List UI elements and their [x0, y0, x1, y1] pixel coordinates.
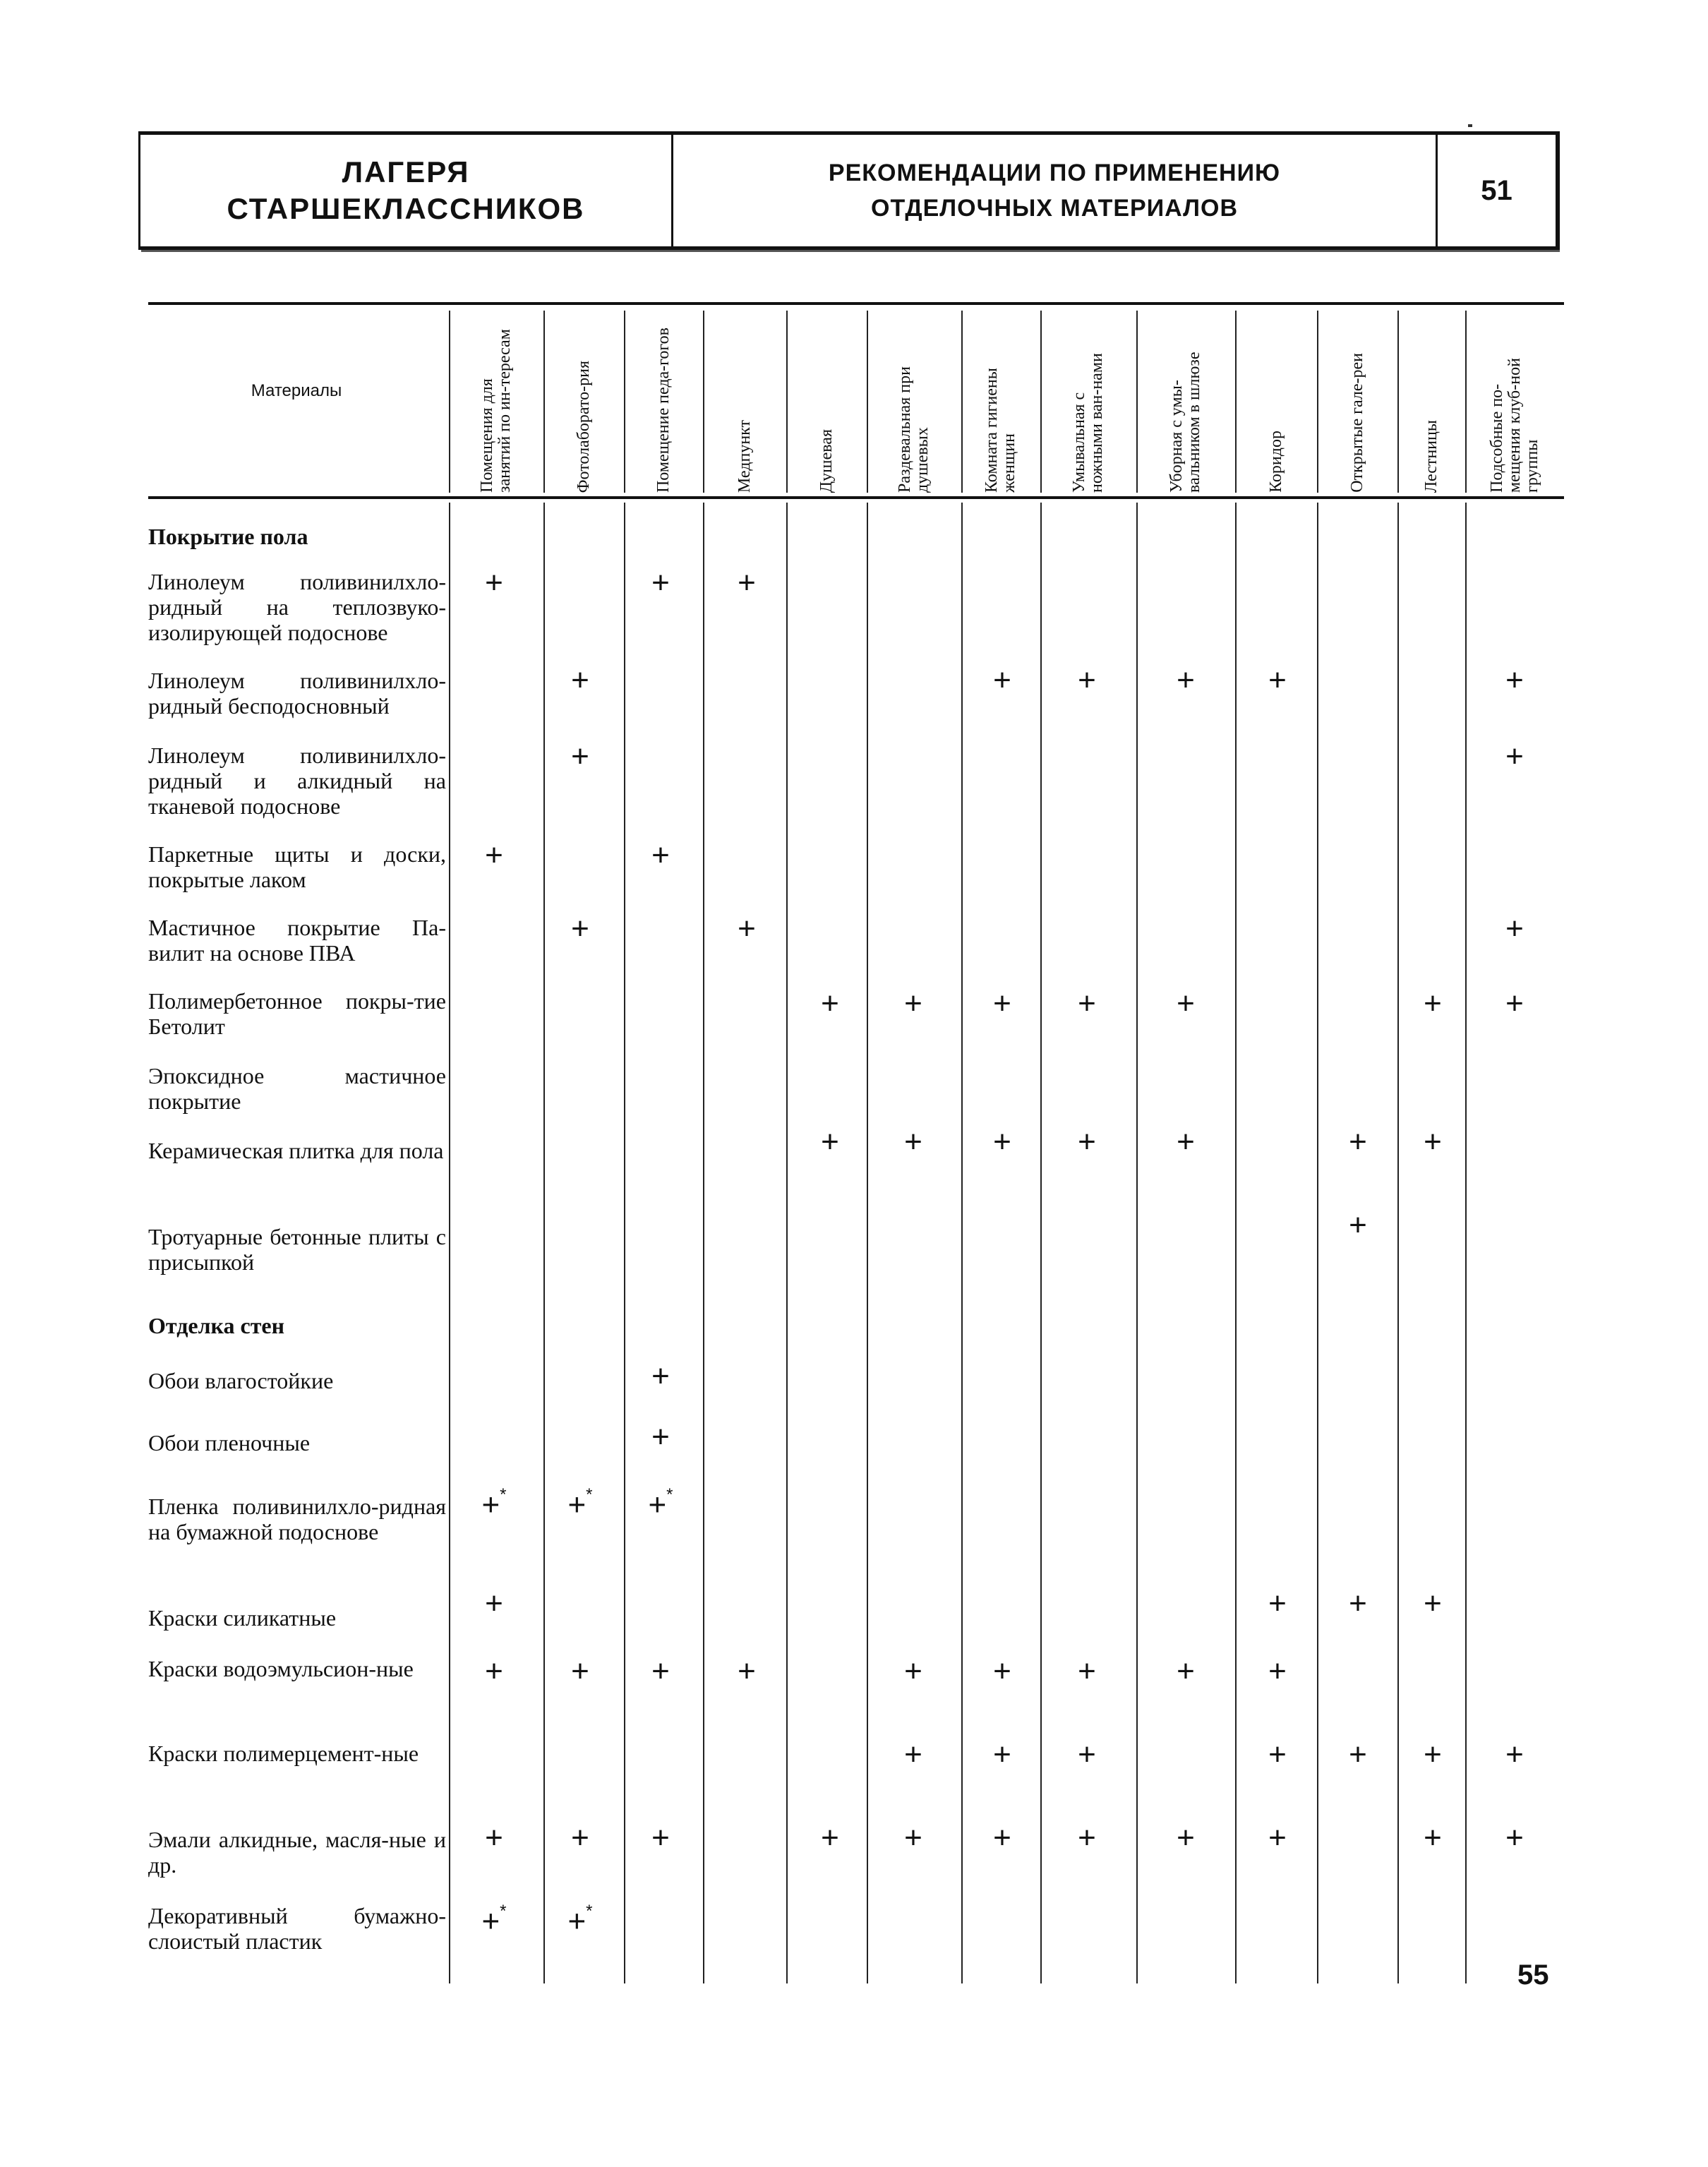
recommendation-mark: + [1078, 1737, 1096, 1772]
recommendation-mark: + [1505, 1737, 1524, 1772]
material-label: Пленка поливинилхло-ридная на бумажной подоснове [148, 1494, 446, 1544]
recommendation-mark: + [993, 1737, 1011, 1772]
column-header [449, 311, 543, 493]
column-header [1040, 311, 1136, 493]
recommendation-mark: + [651, 1820, 670, 1855]
recommendation-mark: + [1177, 1124, 1195, 1159]
recommendation-mark: +* [481, 1902, 507, 1939]
recommendation-mark: + [1424, 1124, 1442, 1159]
material-label: Эпоксидное мастичное покрытие [148, 1063, 446, 1114]
column-divider [867, 503, 868, 1983]
recommendation-mark: + [485, 838, 503, 872]
column-header-label: Открытые гале-реи [1347, 353, 1366, 493]
column-divider [1136, 503, 1138, 1983]
column-header [786, 311, 867, 493]
material-label: Обои пленочные [148, 1430, 311, 1455]
recommendation-mark: +* [567, 1485, 593, 1523]
column-header [1397, 311, 1465, 493]
recommendation-mark: + [1424, 1820, 1442, 1855]
column-divider [1397, 503, 1399, 1983]
recommendation-mark: + [1505, 911, 1524, 946]
column-header-label: Лестницы [1421, 419, 1441, 493]
recommendation-mark: + [571, 1654, 589, 1688]
recommendation-mark: + [1268, 1820, 1287, 1855]
material-label: Мастичное покрытие Па-вилит на основе ПВА [148, 915, 446, 966]
material-label: Линолеум поливинилхло-ридный и алкидный на тканевой подоснове [148, 743, 446, 819]
material-label: Тротуарные бетонные плиты с присыпкой [148, 1224, 446, 1275]
column-divider [961, 503, 963, 1983]
header-shadow-rule [141, 250, 1560, 252]
recommendation-mark: + [651, 1359, 670, 1393]
recommendation-mark: + [571, 663, 589, 697]
footnote-asterisk: * [500, 1485, 507, 1504]
recommendation-mark: + [1177, 986, 1195, 1021]
recommendation-mark: + [821, 986, 839, 1021]
recommendation-mark: + [1078, 1124, 1096, 1159]
column-header [867, 311, 961, 493]
column-header-label: Медпункт [735, 419, 754, 493]
recommendation-mark: + [1349, 1737, 1367, 1772]
recommendation-mark: + [1505, 663, 1524, 697]
material-label: Краски водоэмульсион-ные [148, 1656, 414, 1681]
table-header-rule [148, 496, 1564, 499]
recommendation-mark: + [651, 838, 670, 872]
column-header-label: Помещения для занятий по ин-тересам [478, 329, 514, 493]
recommendation-mark: + [993, 1654, 1011, 1688]
material-label: Линолеум поливинилхло-ридный бесподосновный [148, 668, 446, 719]
column-divider [786, 503, 788, 1983]
recommendation-mark: + [1349, 1124, 1367, 1159]
recommendation-mark: +* [481, 1485, 507, 1523]
recommendation-mark: + [993, 1124, 1011, 1159]
page-header [138, 131, 1560, 250]
recommendation-mark: + [1078, 663, 1096, 697]
recommendation-mark: + [1349, 1586, 1367, 1621]
recommendation-mark: + [571, 1820, 589, 1855]
material-label: Линолеум поливинилхло-ридный на теплозвуко-изолирующей подоснове [148, 569, 446, 645]
recommendation-mark: + [1505, 1820, 1524, 1855]
column-header-label: Коридор [1266, 431, 1285, 493]
material-label: Полимербетонное покры-тие Бетолит [148, 988, 446, 1039]
header-section-line1: РЕКОМЕНДАЦИИ ПО ПРИМЕНЕНИЮ [828, 160, 1281, 186]
sheet-number: 51 [1481, 174, 1512, 206]
column-header-label: Фотолаборато-рия [574, 360, 593, 493]
recommendation-mark: + [1424, 1586, 1442, 1621]
recommendation-mark: +* [567, 1902, 593, 1939]
column-header-label: Помещение педа-гогов [654, 327, 673, 493]
recommendation-mark: + [485, 1586, 503, 1621]
material-label: Эмали алкидные, масля-ные и др. [148, 1827, 446, 1878]
material-label: Краски силикатные [148, 1605, 337, 1631]
recommendation-mark: + [1078, 986, 1096, 1021]
recommendation-mark: + [651, 1654, 670, 1688]
recommendation-mark: + [1268, 1737, 1287, 1772]
column-divider [703, 503, 704, 1983]
header-series-title [140, 135, 673, 246]
recommendation-mark: + [1268, 1586, 1287, 1621]
recommendation-mark: + [1177, 663, 1195, 697]
column-header [961, 311, 1040, 493]
column-divider [1317, 503, 1318, 1983]
recommendation-mark: + [993, 1820, 1011, 1855]
recommendation-mark: + [485, 1654, 503, 1688]
column-divider [543, 503, 545, 1983]
column-header-label: Уборная с умы-вальником в шлюзе [1167, 352, 1203, 493]
header-series-line1: ЛАГЕРЯ [342, 155, 470, 188]
recommendation-mark: + [1349, 1208, 1367, 1242]
column-header [1465, 311, 1564, 493]
recommendation-mark: + [821, 1124, 839, 1159]
recommendation-mark: + [1268, 663, 1287, 697]
column-header [1235, 311, 1317, 493]
recommendation-mark: + [821, 1820, 839, 1855]
material-label: Керамическая плитка для пола [148, 1138, 444, 1163]
recommendation-mark: + [904, 986, 922, 1021]
column-divider [449, 503, 450, 1983]
recommendation-mark: + [571, 739, 589, 774]
column-divider [624, 503, 625, 1983]
recommendation-mark: + [993, 663, 1011, 697]
column-header-label: Раздевальная при душевых [896, 366, 932, 493]
recommendation-mark: + [904, 1654, 922, 1688]
column-header [1136, 311, 1235, 493]
recommendation-mark: + [651, 565, 670, 600]
recommendation-mark: + [738, 565, 756, 600]
footnote-asterisk: * [666, 1485, 673, 1504]
recommendation-mark: + [1078, 1820, 1096, 1855]
recommendation-mark: + [738, 1654, 756, 1688]
material-label: Краски полимерцемент-ные [148, 1741, 419, 1766]
recommendation-mark: + [993, 986, 1011, 1021]
recommendation-mark: +* [648, 1485, 673, 1523]
materials-column-header: Материалы [251, 381, 342, 400]
footnote-asterisk: * [500, 1902, 507, 1921]
material-label: Обои влагостойкие [148, 1368, 334, 1393]
column-header [624, 311, 703, 493]
recommendation-mark: + [904, 1124, 922, 1159]
footnote-asterisk: * [586, 1902, 593, 1921]
column-divider [1235, 503, 1237, 1983]
column-header-label: Комната гигиены женщин [982, 368, 1018, 493]
column-header-label: Душевая [817, 428, 836, 493]
column-header [543, 311, 624, 493]
recommendation-mark: + [1424, 986, 1442, 1021]
corner-mark [1468, 124, 1472, 127]
section-title: Отделка стен [148, 1313, 285, 1338]
recommendation-mark: + [1424, 1737, 1442, 1772]
column-divider [1040, 503, 1042, 1983]
header-series-line2: СТАРШЕКЛАССНИКОВ [227, 192, 585, 225]
table-top-rule [148, 302, 1564, 305]
recommendation-mark: + [738, 911, 756, 946]
recommendation-mark: + [571, 911, 589, 946]
material-label: Паркетные щиты и доски, покрытые лаком [148, 841, 446, 892]
recommendation-mark: + [904, 1820, 922, 1855]
recommendation-mark: + [904, 1737, 922, 1772]
recommendation-mark: + [1078, 1654, 1096, 1688]
column-header-label: Умывальная с ножными ван-нами [1070, 353, 1106, 493]
column-header-label: Подсобные по-мещения клуб-ной группы [1487, 358, 1541, 493]
column-header [703, 311, 786, 493]
page-number: 55 [1517, 1959, 1549, 1991]
recommendation-mark: + [1177, 1654, 1195, 1688]
header-section-line2: ОТДЕЛОЧНЫХ МАТЕРИАЛОВ [871, 195, 1238, 222]
recommendation-mark: + [651, 1419, 670, 1454]
column-divider [1465, 503, 1467, 1983]
section-title: Покрытие пола [148, 524, 308, 549]
column-header [1317, 311, 1397, 493]
recommendation-mark: + [1505, 986, 1524, 1021]
recommendation-mark: + [1268, 1654, 1287, 1688]
material-label: Декоративный бумажно-слоистый пластик [148, 1903, 446, 1954]
header-section-title [673, 135, 1438, 246]
footnote-asterisk: * [586, 1485, 593, 1504]
recommendation-mark: + [485, 565, 503, 600]
recommendation-mark: + [485, 1820, 503, 1855]
recommendation-mark: + [1505, 739, 1524, 774]
recommendation-mark: + [1177, 1820, 1195, 1855]
